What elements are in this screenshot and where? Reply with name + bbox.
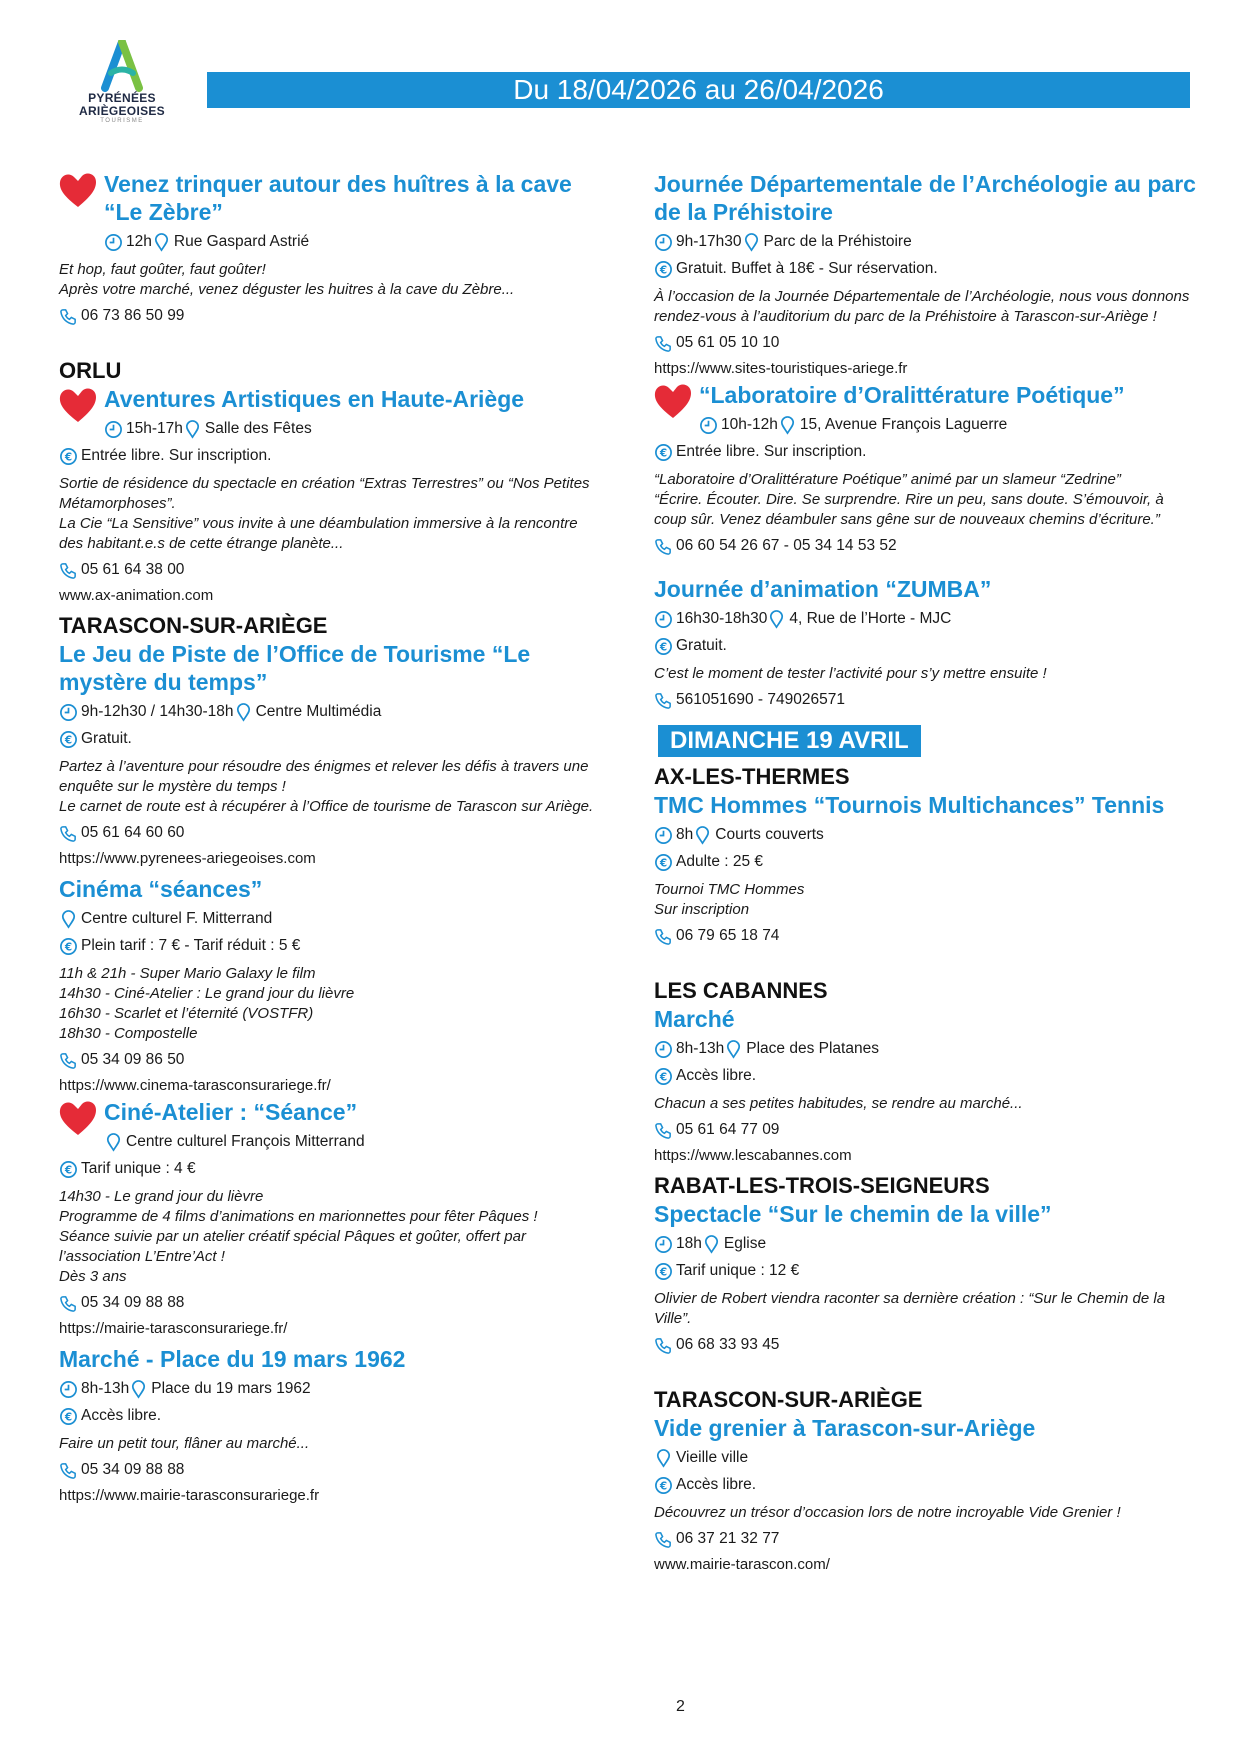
phone-icon (59, 1461, 78, 1480)
location-pin-icon (693, 826, 712, 845)
event-time: 8h-13h (81, 1380, 130, 1397)
euro-icon (654, 853, 673, 872)
event-description: Tournoi TMC Hommes Sur inscription (654, 881, 805, 918)
event-phone-row (654, 689, 1199, 711)
event-phone-row (59, 305, 604, 327)
euro-icon (59, 1407, 78, 1426)
event-marche-tarascon (59, 1345, 604, 1506)
phone-icon (654, 927, 673, 946)
event-description: 14h30 - Le grand jour du lièvre Programme de 4 films d’animations en marionnettes pour fêter Pâques ! Séance suivie par un atelier créatif spécial Pâques et goûter, offert par l’association L’Entre’Act ! Dès 3 ans (59, 1188, 538, 1285)
location-pin-icon (183, 420, 202, 439)
euro-icon (654, 260, 673, 279)
phone-icon (654, 537, 673, 556)
location-pin-icon (778, 416, 797, 435)
heart-icon (652, 381, 694, 421)
clock-icon (59, 703, 78, 722)
event-when-where (699, 414, 1199, 436)
clock-icon (654, 610, 673, 629)
event-phone[interactable]: 05 34 09 88 88 (81, 1461, 185, 1478)
right-column (654, 170, 1199, 1577)
euro-icon (654, 443, 673, 462)
event-vide-grenier (654, 1414, 1199, 1575)
city-heading: AX-LES-THERMES (654, 764, 850, 789)
svg-text:€: € (659, 856, 668, 869)
event-title: TMC Hommes “Tournois Multichances” Tennis (654, 792, 1165, 818)
event-place: Centre culturel F. Mitterrand (81, 910, 273, 927)
clock-icon (59, 1380, 78, 1399)
logo-line2: ARIÈGEOISES (79, 104, 165, 118)
event-when-where (654, 824, 1199, 846)
event-price-row (59, 728, 604, 750)
event-price: Gratuit. (676, 637, 727, 654)
event-place: Centre Multimédia (255, 703, 382, 720)
event-phone[interactable]: 06 60 54 26 67 - 05 34 14 53 52 (676, 537, 897, 554)
event-phone-row (59, 1049, 604, 1071)
event-phone[interactable]: 06 37 21 32 77 (676, 1530, 780, 1547)
event-place: Place du 19 mars 1962 (151, 1380, 311, 1397)
event-price: Tarif unique : 4 € (81, 1160, 196, 1177)
event-url[interactable]: https://mairie-tarasconsurariege.fr/ (59, 1320, 288, 1337)
svg-text:€: € (659, 1070, 668, 1083)
event-url[interactable]: www.mairie-tarascon.com/ (654, 1556, 830, 1573)
location-pin-icon (104, 1133, 123, 1152)
event-title: Journée Départementale de l’Archéologie au parc de la Préhistoire (654, 171, 1196, 225)
event-title: Aventures Artistiques en Haute-Ariège (104, 386, 525, 412)
event-cine-atelier (59, 1098, 604, 1339)
event-place: Rue Gaspard Astrié (173, 233, 310, 250)
event-title: Ciné-Atelier : “Séance” (104, 1099, 358, 1125)
event-time: 10h-12h (721, 416, 778, 433)
heart-icon (57, 385, 99, 425)
event-time: 8h (676, 826, 694, 843)
event-phone[interactable]: 05 61 64 38 00 (81, 561, 185, 578)
heart-icon (57, 1098, 99, 1138)
phone-icon (59, 824, 78, 843)
event-place: Salle des Fêtes (204, 420, 312, 437)
clock-icon (699, 416, 718, 435)
event-place: Centre culturel François Mitterrand (126, 1133, 365, 1150)
event-price-row (59, 445, 604, 467)
event-phone-row (59, 559, 604, 581)
event-phone-row (654, 925, 1199, 947)
euro-icon (59, 937, 78, 956)
svg-text:€: € (659, 640, 668, 653)
euro-icon (654, 1067, 673, 1086)
event-phone-row (654, 332, 1199, 354)
event-place: Eglise (723, 1235, 767, 1252)
event-huitres (59, 170, 604, 327)
event-when-where (104, 231, 604, 253)
city-heading: LES CABANNES (654, 978, 828, 1003)
location-pin-icon (724, 1040, 743, 1059)
event-url[interactable]: https://www.mairie-tarasconsurariege.fr (59, 1487, 320, 1504)
svg-text:€: € (64, 1163, 73, 1176)
event-price-row (59, 1405, 604, 1427)
phone-icon (59, 1294, 78, 1313)
svg-text:€: € (659, 446, 668, 459)
event-phone[interactable]: 05 34 09 88 88 (81, 1294, 185, 1311)
event-when-where (104, 418, 604, 440)
location-pin-icon (234, 703, 253, 722)
event-place: Place des Platanes (746, 1040, 879, 1057)
event-description: Découvrez un trésor d’occasion lors de notre incroyable Vide Grenier ! (654, 1504, 1121, 1521)
event-price: Accès libre. (676, 1067, 757, 1084)
page-number: 2 (676, 1698, 685, 1715)
event-description: Et hop, faut goûter, faut goûter! Après votre marché, venez déguster les huitres à la cave du Zèbre... (59, 261, 515, 298)
event-phone-row (654, 1119, 1199, 1141)
event-phone[interactable]: 05 61 64 77 09 (676, 1121, 780, 1138)
svg-text:€: € (64, 450, 73, 463)
location-pin-icon (152, 233, 171, 252)
phone-icon (59, 561, 78, 580)
phone-icon (654, 1336, 673, 1355)
event-tmc-tennis (654, 791, 1199, 947)
event-description: Faire un petit tour, flâner au marché... (59, 1435, 310, 1452)
event-url[interactable]: https://www.cinema-tarasconsurariege.fr/ (59, 1077, 331, 1094)
logo-line3: TOURISME (100, 118, 144, 124)
phone-icon (654, 1530, 673, 1549)
city-heading: RABAT-LES-TROIS-SEIGNEURS (654, 1173, 990, 1198)
logo-line1: PYRÉNÉES (88, 91, 156, 105)
logo (72, 40, 172, 124)
event-phone[interactable]: 06 73 86 50 99 (81, 307, 185, 324)
event-when-where (654, 231, 1199, 253)
event-description: À l’occasion de la Journée Départementale de l’Archéologie, nous vous donnons rendez-vous à l’auditorium du parc de la Préhistoire à Tarascon-sur-Ariège ! (654, 288, 1190, 325)
euro-icon (654, 637, 673, 656)
event-title: Vide grenier à Tarascon-sur-Ariège (654, 1415, 1036, 1441)
event-url[interactable]: https://www.sites-touristiques-ariege.fr (654, 360, 908, 377)
event-phone-row (59, 822, 604, 844)
event-price: Entrée libre. Sur inscription. (676, 443, 867, 460)
clock-icon (104, 420, 123, 439)
city-heading: ORLU (59, 358, 122, 383)
clock-icon (654, 1040, 673, 1059)
event-time: 9h-12h30 / 14h30-18h (81, 703, 234, 720)
event-description: C’est le moment de tester l’activité pour s’y mettre ensuite ! (654, 665, 1047, 682)
svg-text:€: € (64, 1410, 73, 1423)
event-description: Chacun a ses petites habitudes, se rendre au marché... (654, 1095, 1023, 1112)
event-where (104, 1131, 604, 1153)
event-description: “Laboratoire d’Oralittérature Poétique” animé par un slameur “Zedrine” “Écrire. Écouter. Dire. Se surprendre. Rire un peu, sans doute. S’émouvoir, à coup sûr. Venez déambuler sans gêne sur de nouveaux chemins d’écriture.” (654, 471, 1164, 528)
event-phone-row (59, 1292, 604, 1314)
event-aventures (59, 385, 604, 606)
event-place: Vieille ville (676, 1449, 749, 1466)
location-pin-icon (742, 233, 761, 252)
event-title: “Laboratoire d’Oralittérature Poétique” (699, 382, 1125, 408)
event-phone-row (654, 1528, 1199, 1550)
event-price: Accès libre. (676, 1476, 757, 1493)
event-price: Tarif unique : 12 € (676, 1262, 800, 1279)
event-price-row (654, 635, 1199, 657)
event-time: 9h-17h30 (676, 233, 742, 250)
city-heading: TARASCON-SUR-ARIÈGE (59, 613, 328, 638)
event-place: 4, Rue de l’Horte - MJC (789, 610, 952, 627)
logo-mark-icon (99, 40, 145, 92)
event-price-row (654, 1065, 1199, 1087)
event-url[interactable]: www.ax-animation.com (59, 587, 214, 604)
event-price: Accès libre. (81, 1407, 162, 1424)
euro-icon (59, 730, 78, 749)
event-time: 16h30-18h30 (676, 610, 768, 627)
clock-icon (654, 826, 673, 845)
event-zumba (654, 575, 1199, 711)
event-time: 18h (676, 1235, 702, 1252)
event-where (59, 908, 604, 930)
event-description: Olivier de Robert viendra raconter sa dernière création : “Sur le Chemin de la Ville”. (654, 1290, 1166, 1327)
event-phone[interactable]: 561051690 - 749026571 (676, 691, 845, 708)
event-place: Courts couverts (715, 826, 824, 843)
event-place: 15, Avenue François Laguerre (799, 416, 1008, 433)
svg-text:€: € (64, 940, 73, 953)
phone-icon (654, 334, 673, 353)
euro-icon (59, 447, 78, 466)
event-phone-row (654, 1334, 1199, 1356)
day-header: DIMANCHE 19 AVRIL (658, 725, 921, 757)
event-price: Entrée libre. Sur inscription. (81, 447, 272, 464)
euro-icon (654, 1476, 673, 1495)
event-when-where (654, 608, 1199, 630)
event-description: Sortie de résidence du spectacle en création “Extras Terrestres” ou “Nos Petites Métamorphoses”. La Cie “La Sensitive” vous invite à une déambulation immersive à la rencontre des habitant.e.s de cette étrange planète... (59, 475, 590, 552)
event-price: Gratuit. Buffet à 18€ - Sur réservation. (676, 260, 938, 277)
event-place: Parc de la Préhistoire (763, 233, 912, 250)
event-when-where (654, 1038, 1199, 1060)
event-jeu-de-piste (59, 640, 604, 869)
event-spectacle (654, 1200, 1199, 1356)
svg-text:€: € (659, 1265, 668, 1278)
svg-text:€: € (659, 263, 668, 276)
event-price-row (654, 851, 1199, 873)
event-title: Le Jeu de Piste de l’Office de Tourisme “Le mystère du temps” (59, 641, 531, 695)
event-phone[interactable]: 06 68 33 93 45 (676, 1336, 780, 1353)
euro-icon (59, 1160, 78, 1179)
event-title: Journée d’animation “ZUMBA” (654, 576, 992, 602)
event-price: Plein tarif : 7 € - Tarif réduit : 5 € (81, 937, 301, 954)
event-price: Adulte : 25 € (676, 853, 764, 870)
event-phone[interactable]: 06 79 65 18 74 (676, 927, 780, 944)
event-price-row (654, 258, 1199, 280)
event-marche-cabannes (654, 1005, 1199, 1166)
svg-text:€: € (659, 1479, 668, 1492)
event-when-where (59, 1378, 604, 1400)
event-description: Partez à l’aventure pour résoudre des énigmes et relever les défis à travers une enquête sur le mystère du temps ! Le carnet de route est à récupérer à l’Office de tourisme de Tarascon sur Ariège. (59, 758, 594, 815)
event-price-row (654, 1474, 1199, 1496)
date-range-banner: Du 18/04/2026 au 26/04/2026 (207, 72, 1190, 108)
phone-icon (654, 1121, 673, 1140)
heart-icon (57, 170, 99, 210)
location-pin-icon (702, 1235, 721, 1254)
event-phone[interactable]: 05 34 09 86 50 (81, 1051, 185, 1068)
phone-icon (59, 1051, 78, 1070)
event-phone-row (654, 535, 1199, 557)
location-pin-icon (767, 610, 786, 629)
event-title: Venez trinquer autour des huîtres à la cave “Le Zèbre” (104, 171, 572, 225)
clock-icon (654, 233, 673, 252)
event-title: Marché - Place du 19 mars 1962 (59, 1346, 406, 1372)
event-time: 15h-17h (126, 420, 183, 437)
event-title: Spectacle “Sur le chemin de la ville” (654, 1201, 1052, 1227)
event-title: Marché (654, 1006, 735, 1032)
event-time: 12h (126, 233, 152, 250)
event-phone[interactable]: 05 61 05 10 10 (676, 334, 780, 351)
event-url[interactable]: https://www.pyrenees-ariegeoises.com (59, 850, 316, 867)
event-where (654, 1447, 1199, 1469)
clock-icon (654, 1235, 673, 1254)
event-url[interactable]: https://www.lescabannes.com (654, 1147, 852, 1164)
city-heading: TARASCON-SUR-ARIÈGE (654, 1387, 923, 1412)
event-price-row (654, 1260, 1199, 1282)
clock-icon (104, 233, 123, 252)
location-pin-icon (59, 910, 78, 929)
phone-icon (59, 307, 78, 326)
svg-text:€: € (64, 733, 73, 746)
event-time: 8h-13h (676, 1040, 725, 1057)
event-phone[interactable]: 05 61 64 60 60 (81, 824, 185, 841)
event-price: Gratuit. (81, 730, 132, 747)
event-cinema (59, 875, 604, 1096)
event-price-row (654, 441, 1199, 463)
event-when-where (654, 1233, 1199, 1255)
event-laboratoire (654, 381, 1199, 557)
event-archeologie (654, 170, 1199, 379)
event-price-row (59, 1158, 604, 1180)
phone-icon (654, 691, 673, 710)
event-phone-row (59, 1459, 604, 1481)
euro-icon (654, 1262, 673, 1281)
event-title: Cinéma “séances” (59, 876, 263, 902)
location-pin-icon (129, 1380, 148, 1399)
event-when-where (59, 701, 604, 723)
event-price-row (59, 935, 604, 957)
event-description: 11h & 21h - Super Mario Galaxy le film 14h30 - Ciné-Atelier : Le grand jour du lièvre 16h30 - Scarlet et l’éternité (VOSTFR) 18h30 - Compostelle (59, 965, 355, 1042)
left-column (59, 170, 604, 1508)
location-pin-icon (654, 1449, 673, 1468)
